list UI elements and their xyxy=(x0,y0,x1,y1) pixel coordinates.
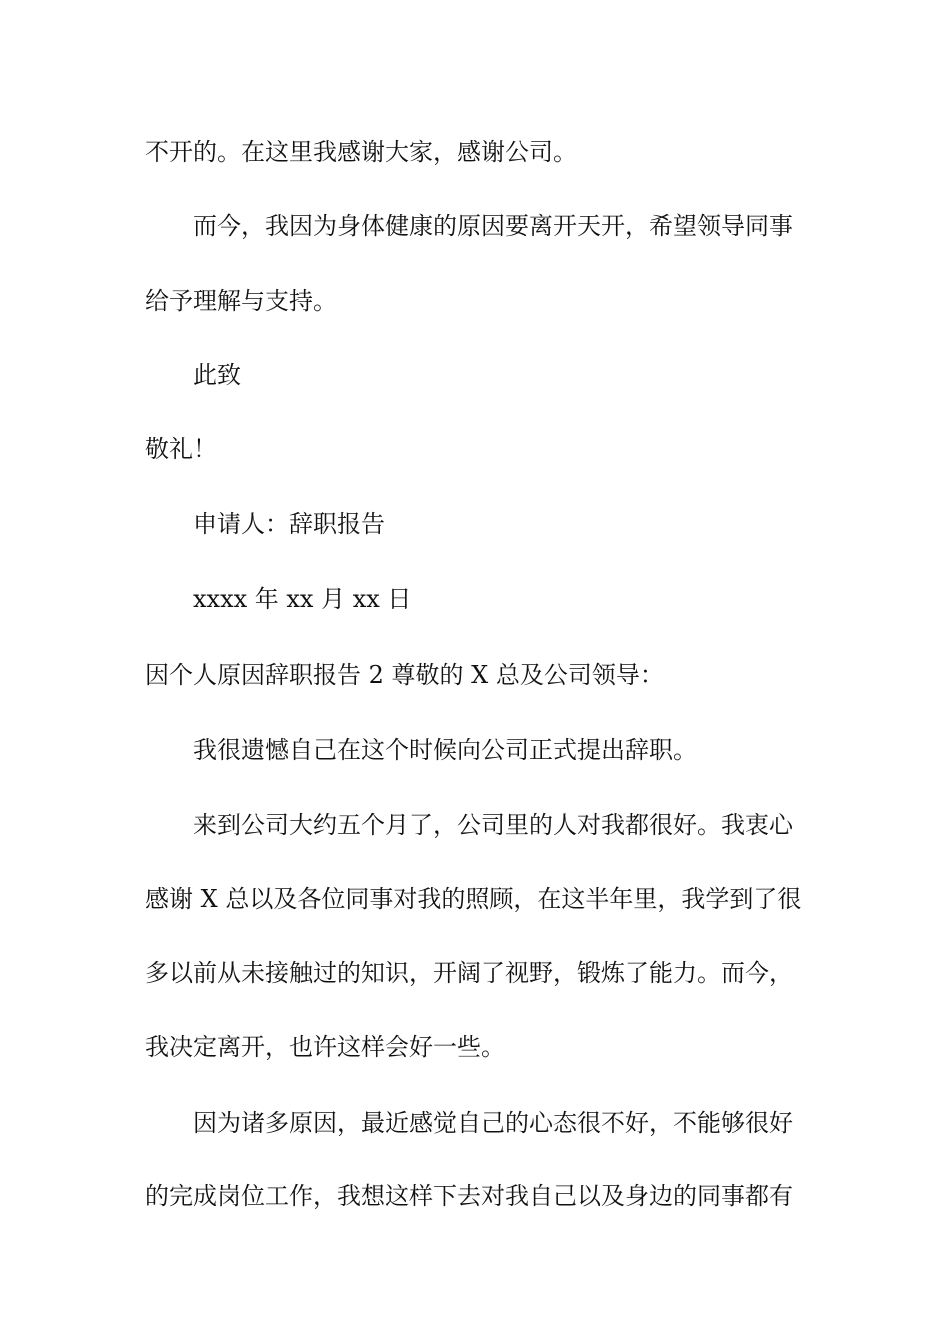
text-line: 多以前从未接触过的知识，开阔了视野，锻炼了能力。而今， xyxy=(145,959,793,987)
text-line: 感谢 X 总以及各位同事对我的照顾，在这半年里，我学到了很 xyxy=(145,885,802,913)
text-line: 我很遗憾自己在这个时候向公司正式提出辞职。 xyxy=(193,736,697,764)
text-line: 此致 xyxy=(193,361,241,389)
text-line: 不开的。在这里我感谢大家，感谢公司。 xyxy=(145,138,577,166)
text-line: 敬礼！ xyxy=(145,435,217,463)
text-line: 的完成岗位工作，我想这样下去对我自己以及身边的同事都有 xyxy=(145,1182,793,1210)
date-line: xxxx 年 xx 月 xx 日 xyxy=(193,585,412,613)
text-line: 因为诸多原因，最近感觉自己的心态很不好，不能够很好 xyxy=(193,1109,793,1137)
section-heading: 因个人原因辞职报告 2 尊敬的 X 总及公司领导： xyxy=(145,661,664,689)
text-line: 而今，我因为身体健康的原因要离开天开，希望领导同事 xyxy=(193,212,793,240)
text-line: 我决定离开，也许这样会好一些。 xyxy=(145,1033,505,1061)
text-line: 给予理解与支持。 xyxy=(145,287,337,315)
text-line: 来到公司大约五个月了，公司里的人对我都很好。我衷心 xyxy=(193,811,793,839)
text-line: 申请人：辞职报告 xyxy=(193,510,385,538)
